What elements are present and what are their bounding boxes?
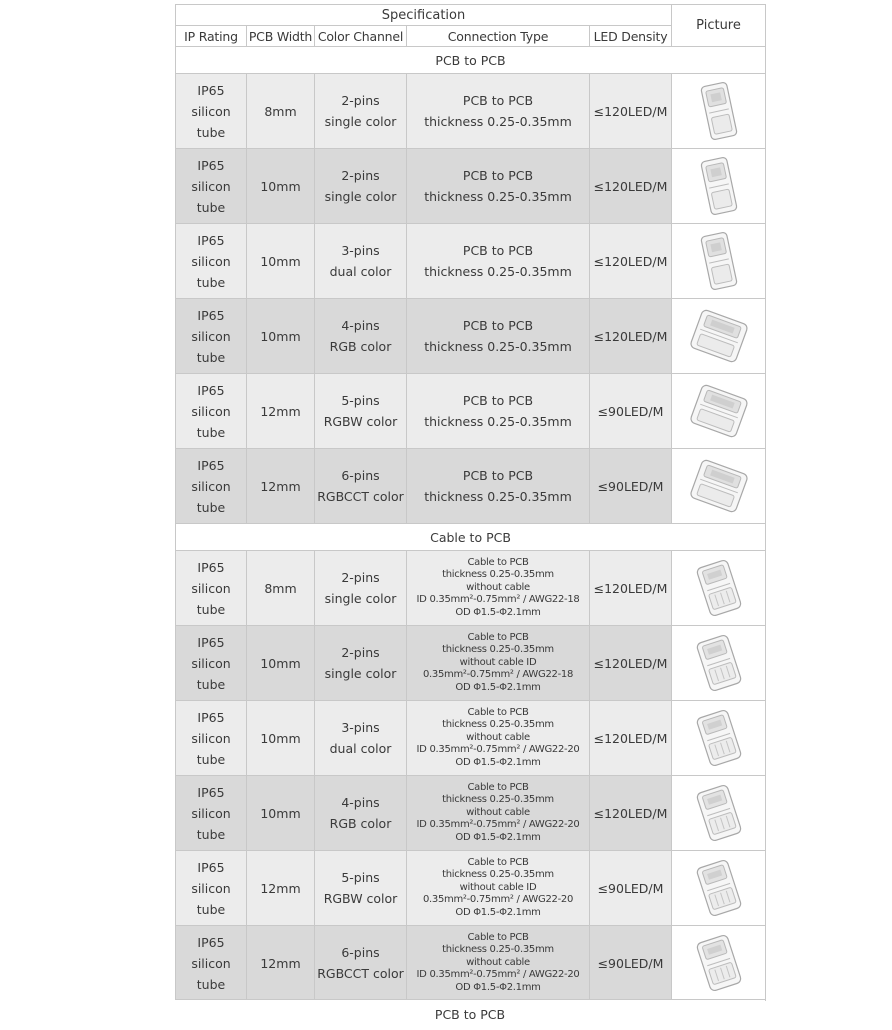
connector-4pin-icon bbox=[689, 305, 749, 367]
col-led-density: LED Density bbox=[590, 26, 672, 47]
led-density-cell: ≤120LED/M bbox=[590, 224, 672, 299]
table-row bbox=[176, 851, 766, 926]
table-row bbox=[176, 626, 766, 701]
col-pcb-width: PCB Width bbox=[247, 26, 315, 47]
table-row bbox=[176, 551, 766, 626]
connection-type-cell: PCB to PCB thickness 0.25-0.35mm bbox=[407, 74, 590, 149]
picture-cell bbox=[672, 224, 766, 299]
connection-type-cell: Cable to PCB thickness 0.25-0.35mm without cable ID 0.35mm²-0.75mm² / AWG22-20 OD Φ1.5-Φ2.1mm bbox=[407, 926, 590, 1001]
connection-type-cell: Cable to PCB thickness 0.25-0.35mm without cable ID 0.35mm²-0.75mm² / AWG22-18 OD Φ1.5-Φ2.1mm bbox=[407, 551, 590, 626]
cable-connector-icon bbox=[689, 782, 749, 844]
section-title: Cable to PCB bbox=[176, 524, 766, 551]
ip-rating-cell: IP65 silicon tube bbox=[176, 776, 247, 851]
table-row bbox=[176, 449, 766, 524]
ip-rating-cell: IP65 silicon tube bbox=[176, 149, 247, 224]
color-channel-cell: 4-pins RGB color bbox=[315, 299, 407, 374]
picture-cell bbox=[672, 926, 766, 1001]
led-density-cell: ≤120LED/M bbox=[590, 626, 672, 701]
led-density-cell: ≤90LED/M bbox=[590, 851, 672, 926]
cable-connector-icon bbox=[689, 857, 749, 919]
cable-connector-icon bbox=[689, 632, 749, 694]
connector-3pin-icon bbox=[689, 230, 749, 292]
picture-cell bbox=[672, 626, 766, 701]
ip-rating-cell: IP65 silicon tube bbox=[176, 851, 247, 926]
ip-rating-cell: IP65 silicon tube bbox=[176, 551, 247, 626]
ip-rating-cell: IP65 silicon tube bbox=[176, 74, 247, 149]
pcb-width-cell: 8mm bbox=[247, 74, 315, 149]
picture-cell bbox=[672, 374, 766, 449]
led-density-cell: ≤120LED/M bbox=[590, 299, 672, 374]
color-channel-cell: 3-pins dual color bbox=[315, 224, 407, 299]
table-header bbox=[176, 5, 766, 47]
color-channel-cell: 2-pins single color bbox=[315, 626, 407, 701]
section-title-footer: PCB to PCB bbox=[175, 999, 765, 1022]
picture-header: Picture bbox=[672, 5, 766, 47]
pcb-width-cell: 12mm bbox=[247, 449, 315, 524]
section-row bbox=[176, 524, 766, 551]
connection-type-cell: Cable to PCB thickness 0.25-0.35mm without cable ID 0.35mm²-0.75mm² / AWG22-18 OD Φ1.5-Φ2.1mm bbox=[407, 626, 590, 701]
led-density-cell: ≤120LED/M bbox=[590, 149, 672, 224]
pcb-width-cell: 10mm bbox=[247, 701, 315, 776]
cable-connector-icon bbox=[689, 707, 749, 769]
table-row bbox=[176, 926, 766, 1001]
connector-2pin-icon bbox=[689, 80, 749, 142]
color-channel-cell: 6-pins RGBCCT color bbox=[315, 926, 407, 1001]
connection-type-cell: PCB to PCB thickness 0.25-0.35mm bbox=[407, 149, 590, 224]
pcb-width-cell: 10mm bbox=[247, 626, 315, 701]
connection-type-cell: PCB to PCB thickness 0.25-0.35mm bbox=[407, 374, 590, 449]
led-density-cell: ≤120LED/M bbox=[590, 551, 672, 626]
col-ip-rating: IP Rating bbox=[176, 26, 247, 47]
ip-rating-cell: IP65 silicon tube bbox=[176, 449, 247, 524]
col-color-channel: Color Channel bbox=[315, 26, 407, 47]
connector-2pin-icon bbox=[689, 155, 749, 217]
table-row bbox=[176, 701, 766, 776]
table-body bbox=[176, 47, 766, 1001]
color-channel-cell: 5-pins RGBW color bbox=[315, 374, 407, 449]
color-channel-cell: 4-pins RGB color bbox=[315, 776, 407, 851]
cable-connector-icon bbox=[689, 557, 749, 619]
connection-type-cell: Cable to PCB thickness 0.25-0.35mm without cable ID 0.35mm²-0.75mm² / AWG22-20 OD Φ1.5-Φ2.1mm bbox=[407, 776, 590, 851]
led-density-cell: ≤120LED/M bbox=[590, 701, 672, 776]
table-row bbox=[176, 74, 766, 149]
color-channel-cell: 2-pins single color bbox=[315, 74, 407, 149]
pcb-width-cell: 10mm bbox=[247, 149, 315, 224]
spec-table bbox=[175, 4, 766, 1001]
table-row bbox=[176, 299, 766, 374]
picture-cell bbox=[672, 701, 766, 776]
picture-cell bbox=[672, 449, 766, 524]
picture-cell bbox=[672, 74, 766, 149]
led-density-cell: ≤90LED/M bbox=[590, 926, 672, 1001]
table-row bbox=[176, 149, 766, 224]
led-density-cell: ≤120LED/M bbox=[590, 74, 672, 149]
picture-cell bbox=[672, 851, 766, 926]
color-channel-cell: 5-pins RGBW color bbox=[315, 851, 407, 926]
connection-type-cell: PCB to PCB thickness 0.25-0.35mm bbox=[407, 299, 590, 374]
color-channel-cell: 2-pins single color bbox=[315, 149, 407, 224]
pcb-width-cell: 12mm bbox=[247, 374, 315, 449]
pcb-width-cell: 8mm bbox=[247, 551, 315, 626]
picture-cell bbox=[672, 776, 766, 851]
pcb-width-cell: 12mm bbox=[247, 851, 315, 926]
connection-type-cell: Cable to PCB thickness 0.25-0.35mm without cable ID 0.35mm²-0.75mm² / AWG22-20 OD Φ1.5-Φ2.1mm bbox=[407, 701, 590, 776]
cable-connector-icon bbox=[689, 932, 749, 994]
table-row bbox=[176, 776, 766, 851]
led-density-cell: ≤120LED/M bbox=[590, 776, 672, 851]
ip-rating-cell: IP65 silicon tube bbox=[176, 626, 247, 701]
ip-rating-cell: IP65 silicon tube bbox=[176, 374, 247, 449]
connection-type-cell: Cable to PCB thickness 0.25-0.35mm without cable ID 0.35mm²-0.75mm² / AWG22-20 OD Φ1.5-Φ2.1mm bbox=[407, 851, 590, 926]
section-title: PCB to PCB bbox=[176, 47, 766, 74]
ip-rating-cell: IP65 silicon tube bbox=[176, 701, 247, 776]
led-density-cell: ≤90LED/M bbox=[590, 449, 672, 524]
ip-rating-cell: IP65 silicon tube bbox=[176, 926, 247, 1001]
picture-cell bbox=[672, 299, 766, 374]
pcb-width-cell: 12mm bbox=[247, 926, 315, 1001]
color-channel-cell: 6-pins RGBCCT color bbox=[315, 449, 407, 524]
connection-type-cell: PCB to PCB thickness 0.25-0.35mm bbox=[407, 449, 590, 524]
ip-rating-cell: IP65 silicon tube bbox=[176, 224, 247, 299]
ip-rating-cell: IP65 silicon tube bbox=[176, 299, 247, 374]
led-density-cell: ≤90LED/M bbox=[590, 374, 672, 449]
pcb-width-cell: 10mm bbox=[247, 224, 315, 299]
section-row bbox=[176, 47, 766, 74]
color-channel-cell: 3-pins dual color bbox=[315, 701, 407, 776]
pcb-width-cell: 10mm bbox=[247, 776, 315, 851]
col-connection-type: Connection Type bbox=[407, 26, 590, 47]
table-row bbox=[176, 374, 766, 449]
specification-header: Specification bbox=[176, 5, 672, 26]
connector-6pin-icon bbox=[689, 455, 749, 517]
pcb-width-cell: 10mm bbox=[247, 299, 315, 374]
picture-cell bbox=[672, 149, 766, 224]
connection-type-cell: PCB to PCB thickness 0.25-0.35mm bbox=[407, 224, 590, 299]
color-channel-cell: 2-pins single color bbox=[315, 551, 407, 626]
picture-cell bbox=[672, 551, 766, 626]
connector-5pin-icon bbox=[689, 380, 749, 442]
table-row bbox=[176, 224, 766, 299]
